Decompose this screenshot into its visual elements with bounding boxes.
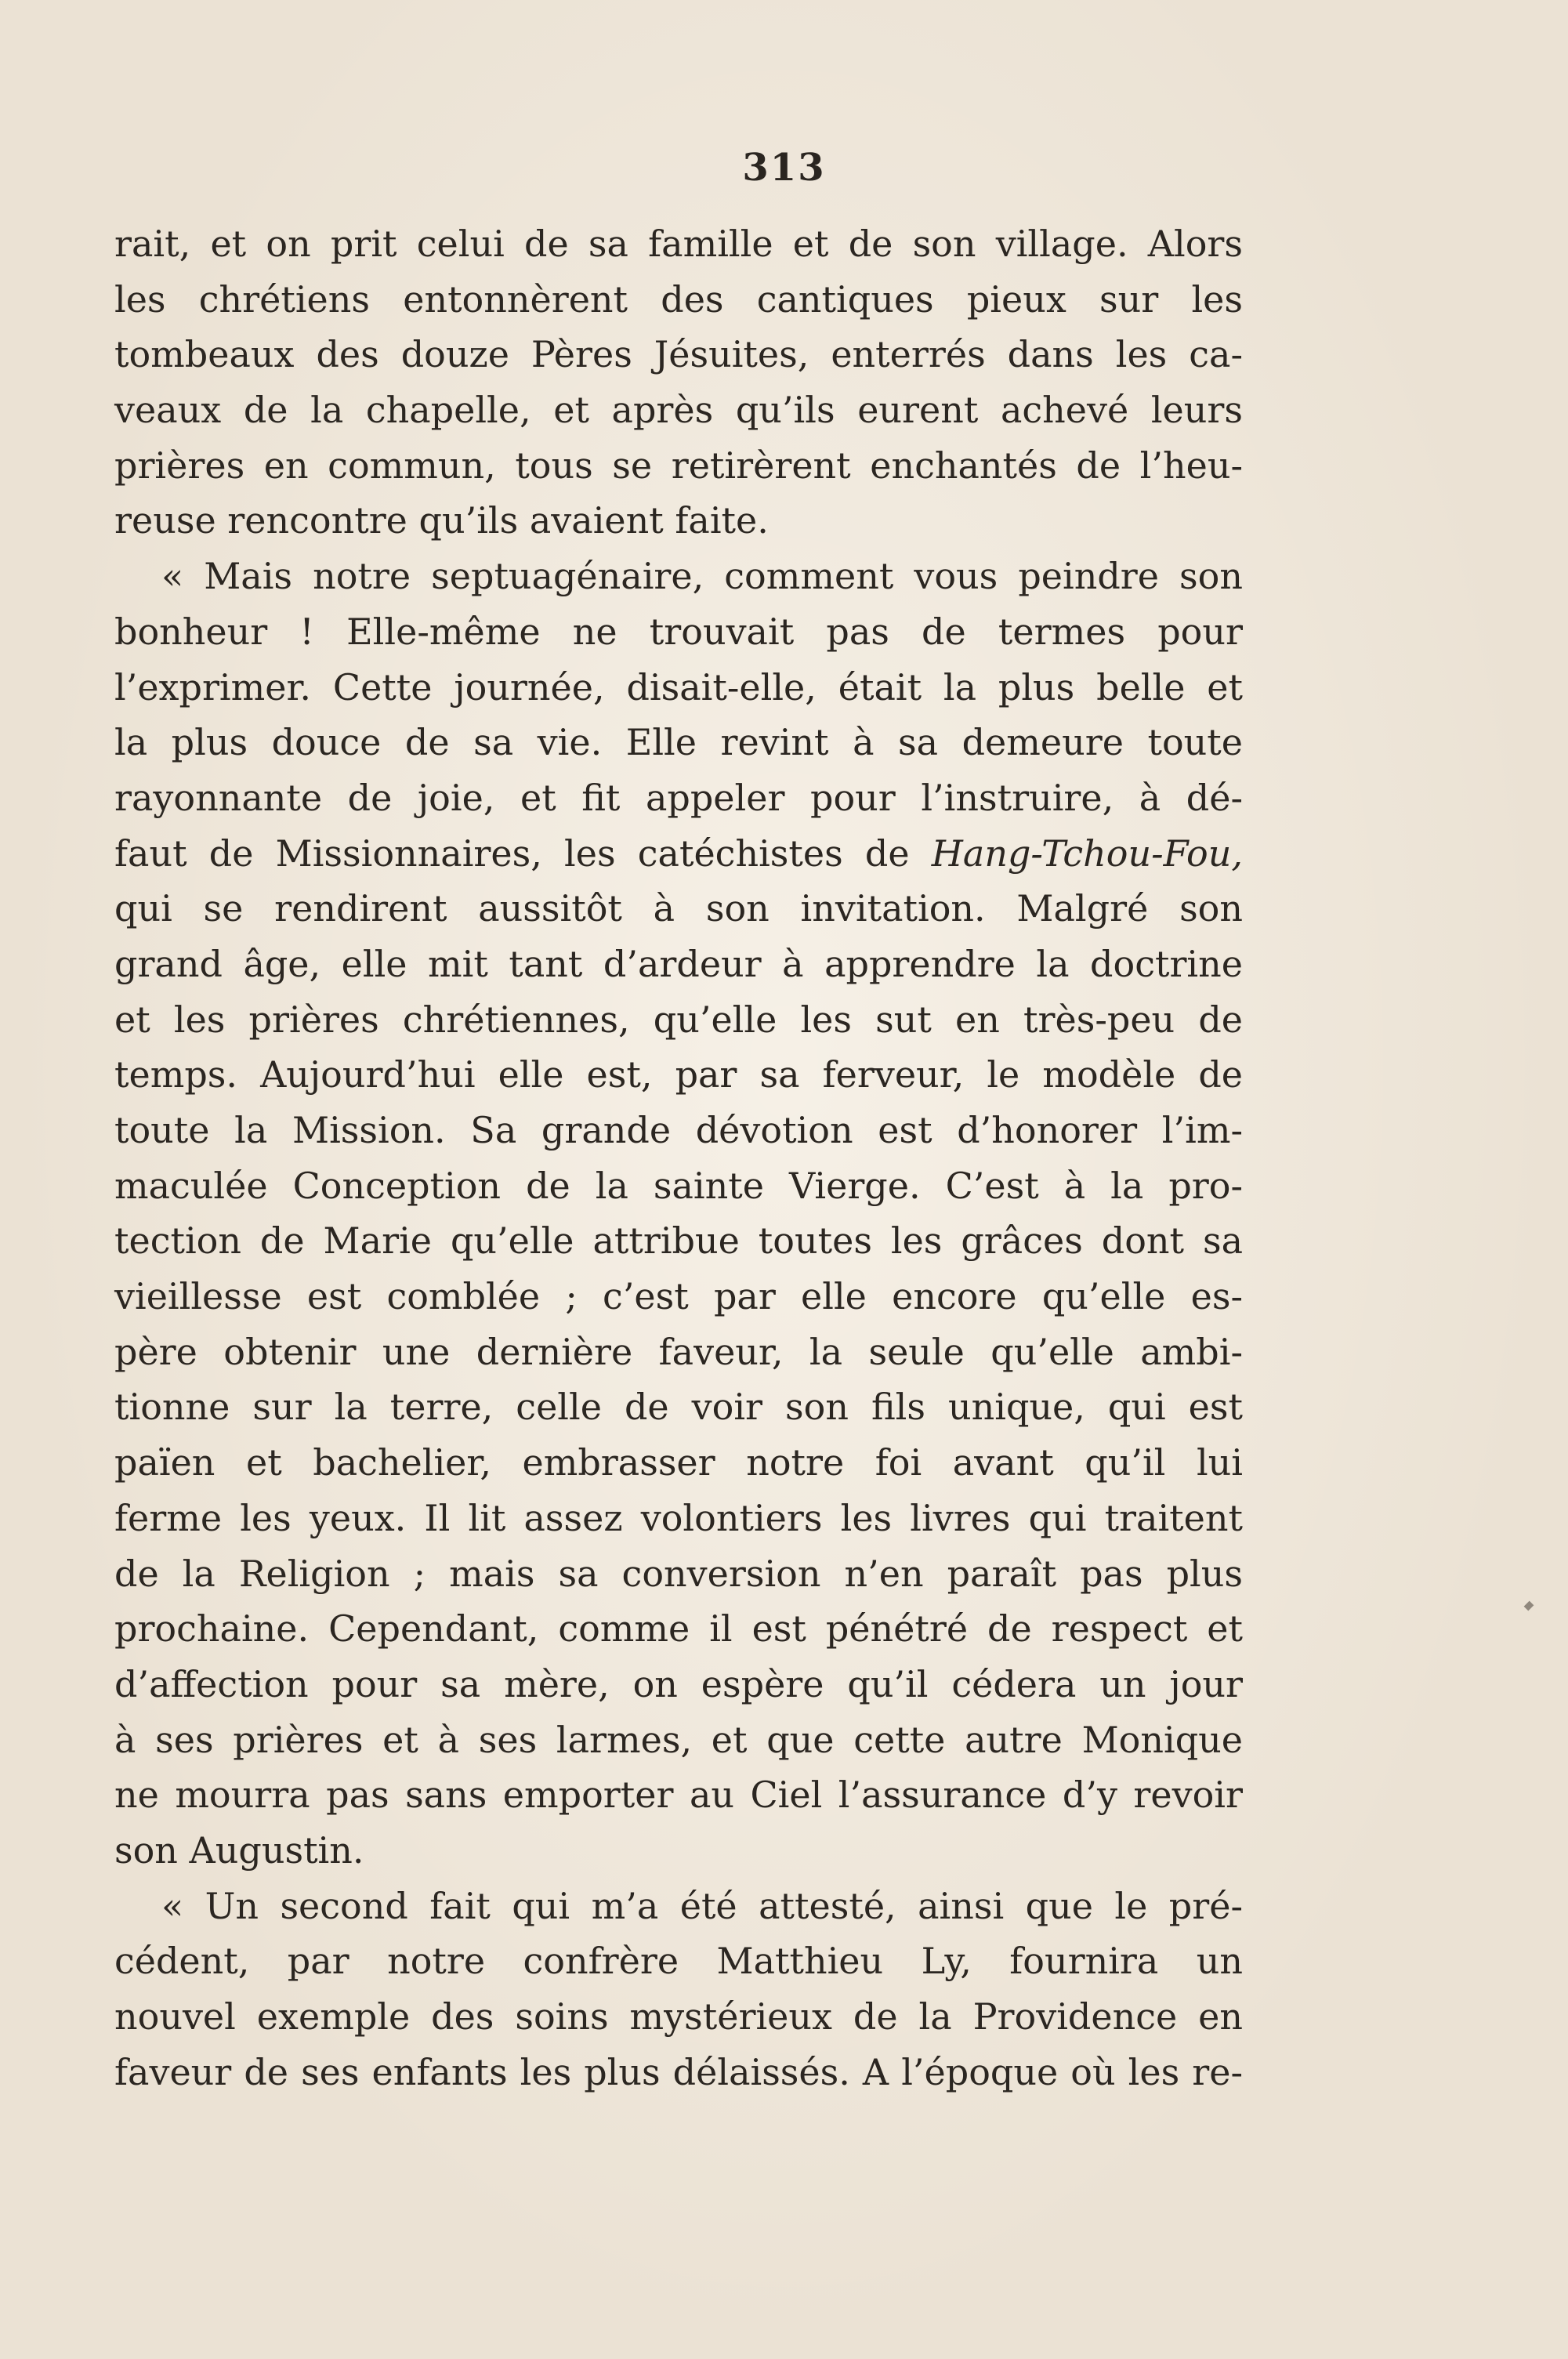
text-line-31: « Un second fait qui m’a été attesté, ainsi que le pré- bbox=[161, 1884, 1243, 1927]
text-line-13: qui se rendirent aussitôt à son invitation. Malgré son bbox=[114, 887, 1243, 930]
text-line-6: reuse rencontre qu’ils avaient faite. bbox=[114, 499, 769, 542]
text-line-32: cédent, par notre confrère Matthieu Ly, fournira un bbox=[114, 1940, 1243, 1983]
text-line-27: d’affection pour sa mère, on espère qu’il cédera un jour bbox=[114, 1662, 1243, 1705]
text-line-9: l’exprimer. Cette journée, disait-elle, était la plus belle et bbox=[114, 665, 1243, 708]
text-line-2: les chrétiens entonnèrent des cantiques pieux sur les bbox=[114, 277, 1243, 321]
text-line-24: ferme les yeux. Il lit assez volontiers les livres qui traitent bbox=[114, 1496, 1243, 1539]
text-line-28: à ses prières et à ses larmes, et que cette autre Monique bbox=[114, 1718, 1243, 1761]
text-line-15: et les prières chrétiennes, qu’elle les sut en très-peu de bbox=[114, 998, 1243, 1041]
margin-mark bbox=[1524, 1601, 1534, 1611]
text-line-12 bbox=[114, 826, 1243, 882]
text-line-25: de la Religion ; mais sa conversion n’en paraît pas plus bbox=[114, 1552, 1243, 1595]
text-line-29: ne mourra pas sans emporter au Ciel l’assurance d’y revoir bbox=[114, 1774, 1243, 1817]
text-line-3: tombeaux des douze Pères Jésuites, enterrés dans les ca- bbox=[114, 333, 1243, 376]
text-line-19: tection de Marie qu’elle attribue toutes les grâces dont sa bbox=[114, 1219, 1243, 1263]
text-line-1: rait, et on prit celui de sa famille et de son village. Alors bbox=[114, 223, 1243, 265]
text-line-17: toute la Mission. Sa grande dévotion est d’honorer l’im- bbox=[114, 1109, 1243, 1151]
text-line-33: nouvel exemple des soins mystérieux de la Providence en bbox=[114, 1995, 1243, 2038]
text-line-30: son Augustin. bbox=[114, 1828, 364, 1872]
text-line-18: maculée Conception de la sainte Vierge. C’est à la pro- bbox=[114, 1164, 1243, 1207]
page-number: 313 bbox=[742, 146, 826, 190]
text-line-20: vieillesse est comblée ; c’est par elle encore qu’elle es- bbox=[114, 1275, 1243, 1318]
text-line-34: faveur de ses enfants les plus délaissés. A l’époque où les re- bbox=[114, 2050, 1243, 2093]
text-line-12-main: faut de Missionnaires, les catéchistes de bbox=[114, 832, 910, 875]
text-line-14: grand âge, elle mit tant d’ardeur à apprendre la doctrine bbox=[114, 942, 1243, 985]
text-line-26: prochaine. Cependant, comme il est pénétré de respect et bbox=[114, 1607, 1243, 1651]
text-line-7: « Mais notre septuagénaire, comment vous peindre son bbox=[161, 555, 1243, 598]
italic-place-name: Hang-Tchou-Fou, bbox=[931, 832, 1244, 875]
text-line-8: bonheur ! Elle-même ne trouvait pas de termes pour bbox=[114, 610, 1243, 653]
text-line-16: temps. Aujourd’hui elle est, par sa ferveur, le modèle de bbox=[114, 1053, 1243, 1096]
text-line-21: père obtenir une dernière faveur, la seule qu’elle ambi- bbox=[114, 1330, 1243, 1373]
text-line-4: veaux de la chapelle, et après qu’ils eurent achevé leurs bbox=[114, 389, 1243, 432]
text-line-11: rayonnante de joie, et fit appeler pour l’instruire, à dé- bbox=[114, 776, 1243, 819]
body-text bbox=[114, 216, 1243, 2100]
text-line-5: prières en commun, tous se retirèrent enchantés de l’heu- bbox=[114, 444, 1243, 487]
text-line-23: païen et bachelier, embrasser notre foi avant qu’il lui bbox=[114, 1441, 1243, 1484]
text-line-10: la plus douce de sa vie. Elle revint à sa demeure toute bbox=[114, 721, 1243, 764]
text-line-22: tionne sur la terre, celle de voir son fils unique, qui est bbox=[114, 1386, 1243, 1429]
